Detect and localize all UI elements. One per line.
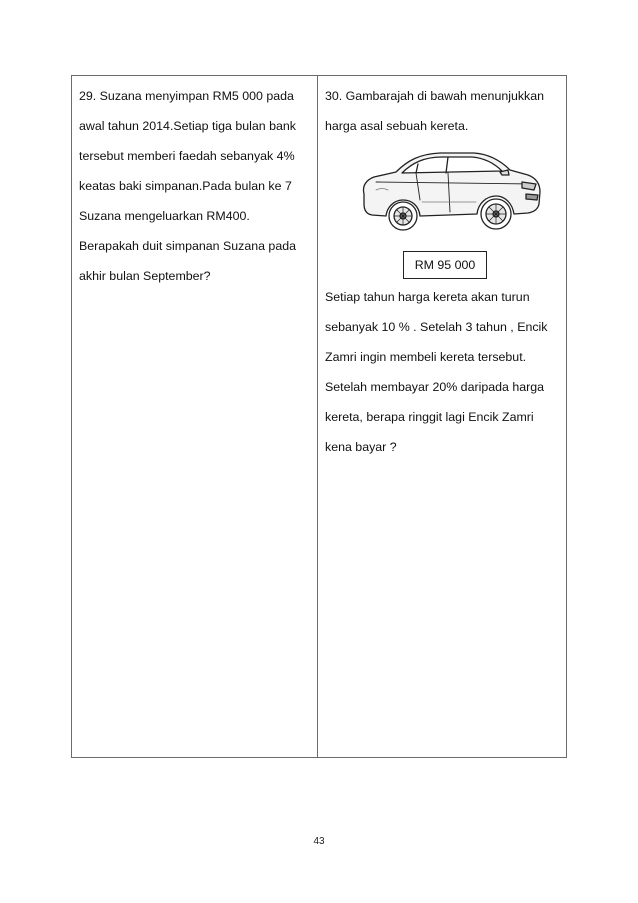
question-29-line: 29. Suzana menyimpan RM5 000 pada [79, 89, 294, 103]
question-30-line: harga asal sebuah kereta. [325, 119, 469, 133]
question-29-line: awal tahun 2014.Setiap tiga bulan bank [79, 119, 297, 133]
question-30-line: 30. Gambarajah di bawah menunjukkan [325, 89, 545, 103]
page-number: 43 [313, 836, 325, 847]
question-29-line: Berapakah duit simpanan Suzana pada [79, 239, 296, 253]
question-30-cell [318, 76, 566, 757]
price-box: RM 95 000 [403, 251, 487, 279]
question-29-line: akhir bulan September? [79, 269, 211, 283]
question-29-text [79, 81, 313, 291]
question-30-intro [325, 81, 562, 141]
question-29-line: tersebut memberi faedah sebanyak 4% [79, 149, 295, 163]
question-30-line: kena bayar ? [325, 440, 397, 454]
question-30-line: sebanyak 10 % . Setelah 3 tahun , Encik [325, 320, 548, 334]
question-30-line: Setiap tahun harga kereta akan turun [325, 290, 530, 304]
question-30-line: Zamri ingin membeli kereta tersebut. [325, 350, 527, 364]
car-illustration [356, 142, 546, 234]
question-29-line: Suzana mengeluarkan RM400. [79, 209, 250, 223]
question-30-line: kereta, berapa ringgit lagi Encik Zamri [325, 410, 534, 424]
question-30-line: Setelah membayar 20% daripada harga [325, 380, 545, 394]
question-30-body [325, 282, 562, 462]
question-table [71, 75, 567, 758]
question-29-line: keatas baki simpanan.Pada bulan ke 7 [79, 179, 292, 193]
question-29-cell [72, 76, 318, 757]
